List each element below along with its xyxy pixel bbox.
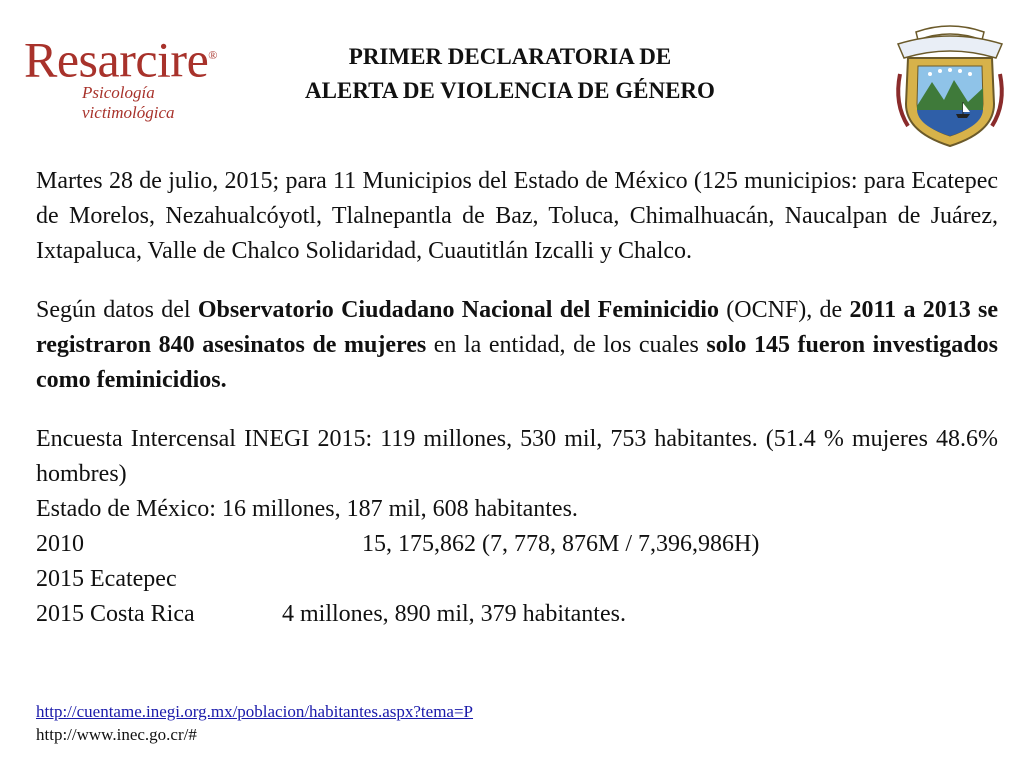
slide-title [230,40,790,108]
line-estado-mexico: Estado de México: 16 millones, 187 mil, 608 habitantes. [36,496,578,522]
year-2010-label: 2010 [36,531,84,557]
text-segment: en la entidad, de los cuales [426,332,707,358]
text-segment: Según datos del [36,297,198,323]
inegi-source-link[interactable]: http://cuentame.inegi.org.mx/poblacion/habitantes.aspx?tema=P [36,702,474,721]
registered-mark: ® [208,48,217,62]
logo-name: Resarcire® [24,31,217,88]
bold-segment-observatorio: Observatorio Ciudadano Nacional del Feminicidio [197,297,719,323]
line-costa-rica [36,597,998,632]
costa-rica-population: 4 millones, 890 mil, 379 habitantes. [282,601,626,627]
slide-body [36,164,998,632]
population-2010-value: 15, 175,862 (7, 778, 876M / 7,396,986H) [362,531,760,557]
text-segment: (OCNF), de [718,297,850,323]
costa-rica-coat-of-arms-icon [886,14,1014,152]
source-links [36,700,473,746]
paragraph-inegi: Encuesta Intercensal INEGI 2015: 119 millones, 530 mil, 753 habitantes. (51.4 % mujeres 48.6% hombres) [36,426,998,487]
line-2010 [36,527,998,562]
logo-tagline: Psicología victimológica [82,82,175,122]
paragraph-declaration: Martes 28 de julio, 2015; para 11 Municipios del Estado de México (125 municipios: para Ecatepec de Morelos, Nezahualcóyotl, Tlalnepantla de Baz, Toluca, Chimalhuacán, Naucalpan de Juárez, Ixtapaluca, Valle de Chalco Solidaridad, Cuautitlán Izcalli y Chalco. [36,168,998,264]
inec-source-link[interactable]: http://www.inec.go.cr/# [36,725,197,744]
bold-segment-asesinatos: 2011 a 2013 se registraron 840 asesinatos de mujeres [36,297,998,358]
title-line-2: ALERTA DE VIOLENCIA DE GÉNERO [305,78,715,103]
costa-rica-label: 2015 Costa Rica [36,601,195,627]
resarcire-logo [24,30,234,122]
paragraph-ocnf [36,293,998,398]
bold-segment-feminicidios: solo 145 fueron investigados como feminicidios. [36,332,998,393]
title-line-1: PRIMER DECLARATORIA DE [348,44,672,69]
line-ecatepec: 2015 Ecatepec [36,566,177,592]
